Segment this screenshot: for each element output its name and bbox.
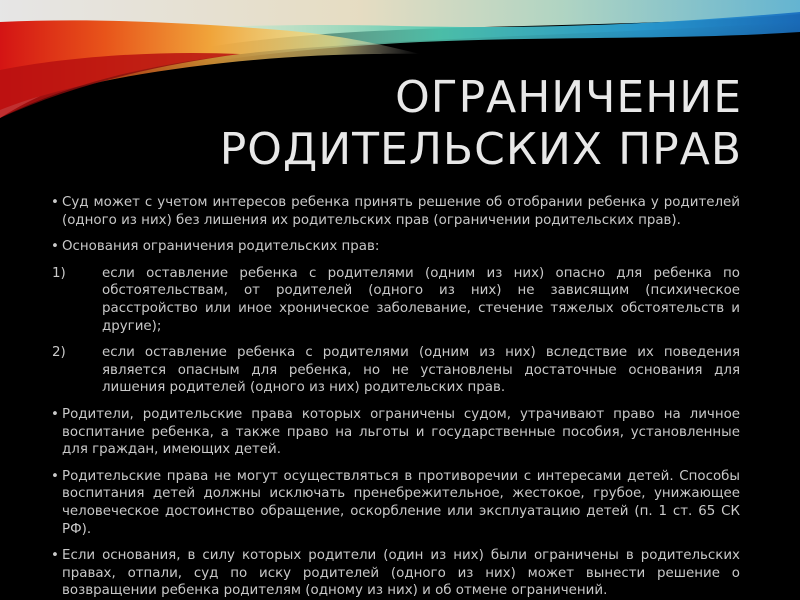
bullet-restricted-parents: • Родители, родительские права которых ограничены судом, утрачивают право на личное воспитание ребенка, а также право на льготы и государственные пособия, установленные для граждан, имеющих детей. (52, 406, 740, 459)
title-line-1: ОГРАНИЧЕНИЕ (395, 72, 742, 123)
numbered-item-2 (52, 344, 740, 397)
numbered-item-text: если оставление ребенка с родителями (одним из них) вследствие их поведения является опасным для ребенка, но не установлены достаточные основания для лишения родителей (одного из них) родительских прав. (102, 345, 740, 396)
slide-body (52, 194, 740, 600)
bullet-grounds-heading: • Основания ограничения родительских прав: (52, 238, 740, 256)
bullet-restriction-cancel: • Если основания, в силу которых родители (один из них) были ограничены в родительских правах, отпали, суд по иску родителей (одного из них) может вынести решение о возвращении ребенка родителям (одному из них) и об отмене ограничений. (52, 547, 740, 600)
item-number: 2) (52, 345, 66, 361)
item-number: 1) (52, 265, 66, 281)
title-line-2: РОДИТЕЛЬСКИХ ПРАВ (219, 124, 742, 175)
numbered-item-text: если оставление ребенка с родителями (одним из них) опасно для ребенка по обстоятельствам, от родителей (одного из них) не зависящим (психическое расстройство или иное хроническое заболевание, стечение тяжелых обстоятельств и другие); (102, 265, 740, 334)
bullet-children-interests: • Родительские права не могут осуществляться в противоречии с интересами детей. Способы воспитания детей должны исключать пренебрежительное, жестокое, грубое, унижающее человеческое достоинство обращение, оскорбление или эксплуатацию детей (п. 1 ст. 65 СК РФ). (52, 468, 740, 538)
page-title (102, 72, 742, 176)
numbered-item-1 (52, 265, 740, 335)
bullet-court-decision: • Суд может с учетом интересов ребенка принять решение об отобрании ребенка у родителей (одного из них) без лишения их родительских прав (ограничении родительских прав). (52, 194, 740, 229)
